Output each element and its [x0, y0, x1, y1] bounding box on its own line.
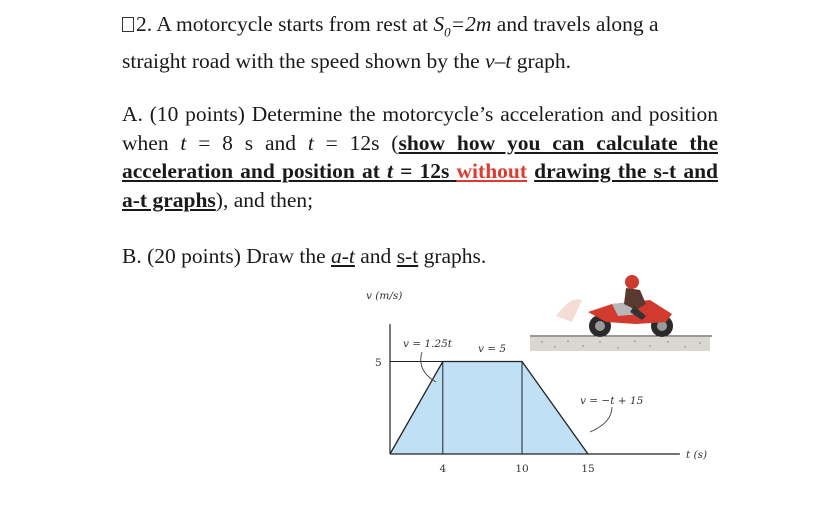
- segment3-label: v = −t + 15: [580, 395, 644, 407]
- checkbox-glyph: [122, 17, 134, 32]
- segment1-label: v = 1.25t: [403, 338, 453, 350]
- motorcycle-icon: [556, 275, 673, 337]
- y-tick-5-label: 5: [375, 357, 382, 369]
- part-b-text: B. (20 points) Draw the a-t and s-t graphs.: [122, 244, 487, 268]
- x-tick-label: 15: [581, 463, 595, 475]
- label-leader-3: [590, 407, 612, 432]
- x-axis-label: t (s): [686, 449, 708, 461]
- velocity-time-graph: [350, 270, 720, 480]
- road-gravel: [530, 337, 710, 351]
- part-a-text: A. (10 points) Determine the motorcycle’s acceleration and position when t = 8 s and t = 12s (show how you can calculate the acceleration and position at t = 12s without drawing the s-t and a-t graphs), and then;: [122, 102, 719, 212]
- segment2-label: v = 5: [478, 343, 507, 355]
- question-intro: 2. A motorcycle starts from rest at $S_0=2m$ and travels along a straight road with the speed shown by the v–t graph.: [122, 12, 659, 73]
- velocity-area-fill: [390, 362, 588, 455]
- x-tick-label: 10: [515, 463, 529, 475]
- y-axis-label: v (m/s): [366, 290, 403, 302]
- x-tick-label: 4: [439, 463, 447, 475]
